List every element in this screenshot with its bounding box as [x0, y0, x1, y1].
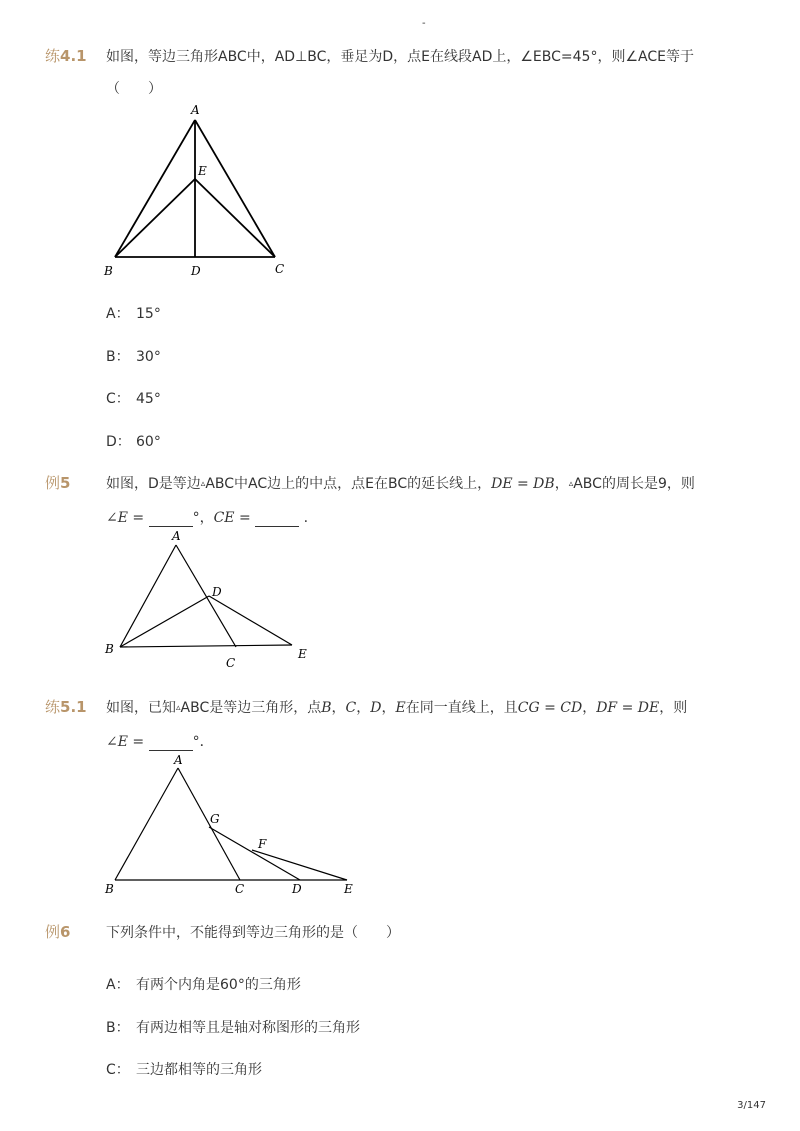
- question-stem-line1: [106, 697, 687, 717]
- segment-ac: [176, 545, 236, 647]
- triangle-symbol: ▵: [200, 479, 206, 489]
- question-stem-line2: [106, 507, 308, 527]
- label-e: E: [298, 647, 307, 661]
- question-stem: 下列条件中，不能得到等边三角形的是（ ）: [106, 925, 400, 941]
- option-c[interactable]: [106, 1059, 262, 1079]
- question-tag-5: [45, 472, 70, 493]
- label-a: A: [191, 103, 200, 117]
- option-b[interactable]: [106, 1017, 360, 1037]
- segment-ab: [115, 120, 195, 257]
- option-text: 三边都相等的三角形: [136, 1062, 262, 1078]
- label-c: C: [235, 882, 245, 896]
- separator: ，: [582, 700, 597, 716]
- figure-triangle-collinear-points: [100, 750, 370, 898]
- tag-prefix: 例: [45, 474, 61, 492]
- separator: ，: [381, 700, 396, 716]
- option-letter: C：: [106, 1062, 130, 1078]
- option-text: 有两个内角是60°的三角形: [136, 977, 301, 993]
- segment-ac: [178, 768, 240, 880]
- stem-text: ABC中AC边上的中点，点E在BC的延长线上，: [205, 476, 492, 492]
- stem-text: 在同一直线上，且: [405, 700, 518, 716]
- option-text: 60°: [136, 434, 161, 450]
- figure-equilateral-triangle-abc: [100, 100, 310, 285]
- segment-de: [209, 596, 292, 645]
- math-point: D: [370, 700, 382, 716]
- label-e: E: [344, 882, 353, 896]
- tag-prefix: 练: [45, 47, 61, 65]
- question-tag-4-1: [45, 45, 87, 66]
- question-tag-5-1: [45, 696, 87, 717]
- math-angle: ∠E =: [106, 734, 145, 750]
- math-angle: ∠E =: [106, 510, 145, 526]
- tag-number: 6: [60, 923, 71, 941]
- label-d: D: [191, 264, 201, 278]
- label-b: B: [105, 642, 114, 656]
- label-g: G: [210, 812, 220, 826]
- label-d: D: [212, 585, 222, 599]
- stem-text: ，则: [659, 700, 688, 716]
- option-letter: D：: [106, 434, 131, 450]
- question-tag-6: [45, 921, 70, 942]
- stem-text: .: [303, 510, 309, 526]
- label-f: F: [258, 837, 267, 851]
- option-d[interactable]: [106, 431, 161, 451]
- stem-text: ABC是等边三角形，点: [180, 700, 322, 716]
- math-point: B: [321, 700, 332, 716]
- option-b[interactable]: [106, 346, 161, 366]
- label-b: B: [104, 264, 113, 278]
- segment-be: [115, 179, 195, 257]
- answer-blank-angle[interactable]: [149, 734, 193, 751]
- triangle-symbol: ▵: [568, 479, 574, 489]
- header-mark: -: [422, 18, 426, 29]
- tag-number: 5: [60, 474, 71, 492]
- math-ce: CE =: [213, 510, 251, 526]
- stem-text: °．: [192, 734, 214, 750]
- separator: ，: [356, 700, 371, 716]
- math-equation: DE = DB: [491, 476, 555, 492]
- option-text: 30°: [136, 349, 161, 365]
- question-stem-line1: [106, 473, 695, 493]
- tag-prefix: 例: [45, 923, 61, 941]
- stem-text: 如图，D是等边: [106, 476, 201, 492]
- math-equation: DF = DE: [596, 700, 660, 716]
- label-c: C: [275, 262, 285, 276]
- option-text: 15°: [136, 306, 161, 322]
- option-letter: B：: [106, 1020, 130, 1036]
- question-stem-line2: （ ）: [106, 81, 162, 97]
- label-d: D: [292, 882, 302, 896]
- stem-text: ABC的周长是9，则: [573, 476, 695, 492]
- separator: ，: [331, 700, 346, 716]
- triangle-symbol: ▵: [176, 703, 181, 713]
- option-c[interactable]: [106, 388, 161, 408]
- question-stem-line2: [106, 731, 214, 751]
- label-e: E: [198, 164, 207, 178]
- option-a[interactable]: [106, 974, 301, 994]
- segment-ab: [115, 768, 178, 880]
- segment-gd: [209, 827, 300, 880]
- segment-be: [120, 645, 292, 647]
- tag-prefix: 练: [45, 698, 61, 716]
- option-letter: A：: [106, 977, 130, 993]
- math-point: C: [345, 700, 357, 716]
- option-text: 有两边相等且是轴对称图形的三角形: [136, 1020, 360, 1036]
- tag-number: 5.1: [60, 698, 87, 716]
- option-letter: A：: [106, 306, 130, 322]
- segment-ab: [120, 545, 176, 647]
- label-b: B: [105, 882, 114, 896]
- stem-text: °，: [192, 510, 214, 526]
- figure-triangle-with-extension: [100, 525, 320, 673]
- segment-ce: [195, 179, 275, 257]
- option-text: 45°: [136, 391, 161, 407]
- stem-text: ，: [554, 476, 569, 492]
- label-a: A: [172, 529, 181, 543]
- page-number: 3/147: [737, 1100, 766, 1111]
- segment-ac: [195, 120, 275, 257]
- option-a[interactable]: [106, 303, 161, 323]
- math-equation: CG = CD: [517, 700, 583, 716]
- question-stem-line1: 如图，等边三角形ABC中，AD⊥BC，垂足为D，点E在线段AD上，∠EBC=45°，则∠ACE等于: [106, 49, 694, 65]
- option-letter: B：: [106, 349, 130, 365]
- stem-text: 如图，已知: [106, 700, 176, 716]
- label-a: A: [174, 753, 183, 767]
- math-point: E: [395, 700, 406, 716]
- option-letter: C：: [106, 391, 130, 407]
- tag-number: 4.1: [60, 47, 87, 65]
- segment-fe: [252, 850, 347, 880]
- label-c: C: [226, 656, 236, 670]
